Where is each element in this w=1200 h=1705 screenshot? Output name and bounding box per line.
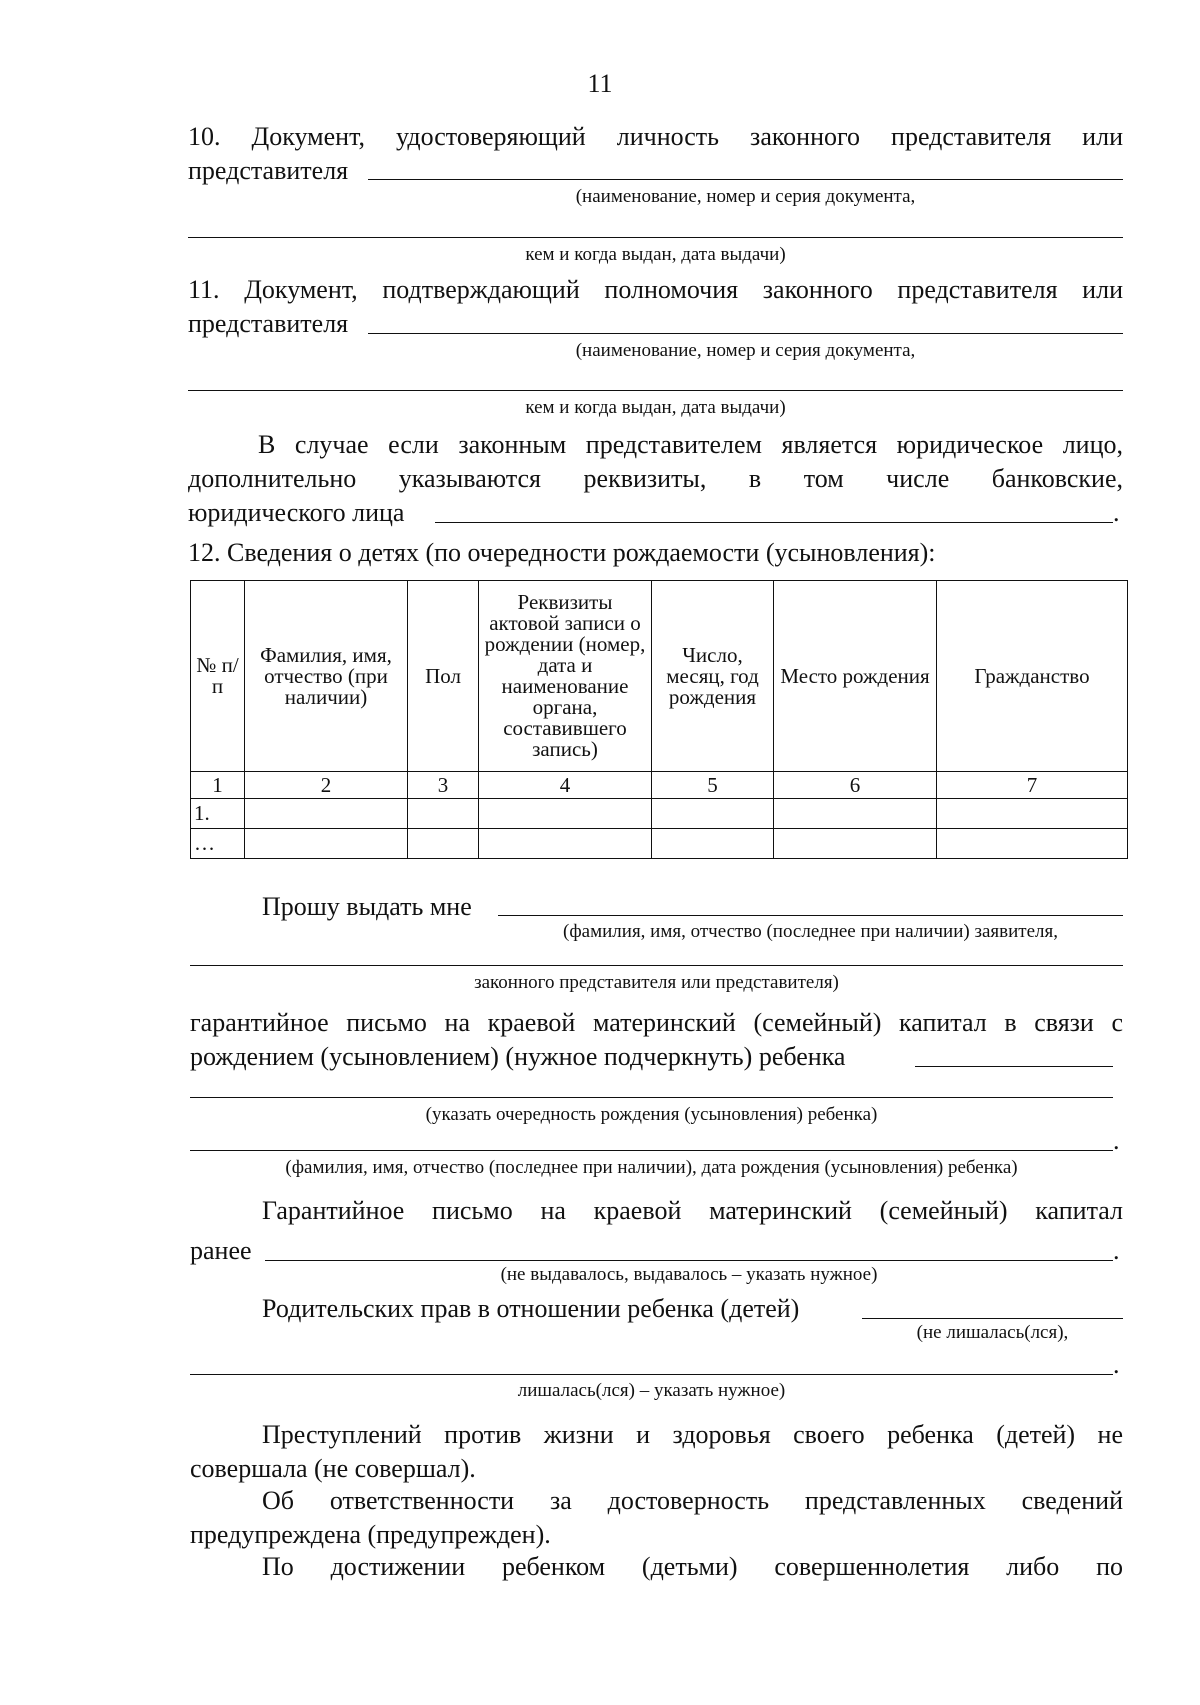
section11-line1: 11. Документ, подтверждающий полномочия законного представителя или (188, 275, 1123, 304)
column-number: 7 (937, 772, 1128, 799)
applicant-name-field-2[interactable] (190, 965, 1123, 966)
col-header-citizenship: Гражданство (937, 581, 1128, 772)
guarantee-dot: . (1113, 1236, 1120, 1265)
table-cell[interactable] (652, 799, 774, 829)
table-cell[interactable] (774, 799, 937, 829)
page-number: 11 (587, 69, 613, 98)
guarantee-caption: (не выдавалось, выдавалось – указать нужное) (500, 1264, 878, 1285)
table-cell[interactable] (937, 829, 1128, 859)
table-cell[interactable] (245, 829, 408, 859)
guarantee-field[interactable] (265, 1260, 1113, 1261)
children-table (190, 580, 1128, 859)
table-cell: 1. (191, 799, 245, 829)
table-row (191, 799, 1128, 829)
child-order-field-2[interactable] (190, 1097, 1113, 1098)
section12-title: 12. Сведения о детях (по очередности рождаемости (усыновления): (188, 538, 936, 567)
column-number: 6 (774, 772, 937, 799)
legal-entity-label: юридического лица (188, 498, 405, 527)
legal-entity-line1: В случае если законным представителем является юридическое лицо, (258, 430, 1123, 459)
section11-caption2: кем и когда выдан, дата выдачи) (525, 397, 786, 418)
request-line1: гарантийное письмо на краевой материнский (семейный) капитал в связи с (190, 1008, 1123, 1037)
legal-entity-dot: . (1113, 498, 1120, 527)
request-caption2: законного представителя или представителя) (474, 972, 839, 993)
section10-caption1: (наименование, номер и серия документа, (575, 186, 916, 207)
parental-rights-line1: Родительских прав в отношении ребенка (детей) (262, 1294, 800, 1323)
col-header-birth-place: Место рождения (774, 581, 937, 772)
request-caption4: (фамилия, имя, отчество (последнее при наличии), дата рождения (усыновления) ребенка) (285, 1157, 1018, 1178)
column-number: 2 (245, 772, 408, 799)
section11-caption1: (наименование, номер и серия документа, (575, 340, 916, 361)
column-number: 3 (408, 772, 479, 799)
parental-rights-field-2[interactable] (190, 1374, 1113, 1375)
parental-rights-caption2: лишалась(лся) – указать нужное) (517, 1380, 786, 1401)
legal-entity-line2: дополнительно указываются реквизиты, в том числе банковские, (188, 464, 1123, 493)
table-cell: … (191, 829, 245, 859)
section10-issued-field[interactable] (188, 237, 1123, 238)
crimes-line1: Преступлений против жизни и здоровья своего ребенка (детей) не (262, 1420, 1123, 1449)
guarantee-line1: Гарантийное письмо на краевой материнский (семейный) капитал (262, 1196, 1123, 1225)
child-order-field[interactable] (915, 1066, 1113, 1067)
responsibility-line1: Об ответственности за достоверность представленных сведений (262, 1486, 1123, 1515)
table-cell[interactable] (408, 829, 479, 859)
parental-rights-caption1: (не лишалась(лся), (916, 1322, 1069, 1343)
col-header-name: Фамилия, имя, отчество (при наличии) (245, 581, 408, 772)
table-cell[interactable] (408, 799, 479, 829)
request-line2: рождением (усыновлением) (нужное подчеркнуть) ребенка (190, 1042, 846, 1071)
table-cell[interactable] (479, 799, 652, 829)
section10-label: представителя (188, 156, 349, 185)
col-header-number: № п/п (191, 581, 245, 772)
applicant-name-field[interactable] (498, 915, 1123, 916)
section11-label: представителя (188, 309, 349, 338)
column-number-row (191, 772, 1128, 799)
table-cell[interactable] (774, 829, 937, 859)
section10-caption2: кем и когда выдан, дата выдачи) (525, 244, 786, 265)
section11-issued-field[interactable] (188, 390, 1123, 391)
request-caption3: (указать очередность рождения (усыновления) ребенка) (425, 1104, 878, 1125)
table-cell[interactable] (652, 829, 774, 859)
section11-document-field[interactable] (368, 333, 1123, 334)
parental-rights-field[interactable] (862, 1318, 1123, 1319)
request-caption1: (фамилия, имя, отчество (последнее при наличии) заявителя, (563, 921, 1058, 942)
section10-line1: 10. Документ, удостоверяющий личность законного представителя или (188, 122, 1123, 151)
parental-rights-dot: . (1113, 1350, 1120, 1379)
col-header-birth-date: Число, месяц, год рождения (652, 581, 774, 772)
request-dot: . (1113, 1126, 1120, 1155)
table-row (191, 829, 1128, 859)
guarantee-label: ранее (190, 1236, 252, 1265)
column-number: 5 (652, 772, 774, 799)
request-label: Прошу выдать мне (262, 892, 472, 921)
responsibility-line2: предупреждена (предупрежден). (190, 1520, 551, 1549)
col-header-birth-record: Реквизиты актовой записи о рождении (номер, дата и наименование органа, составившего запись) (479, 581, 652, 772)
adulthood-line1: По достижении ребенком (детьми) совершеннолетия либо по (262, 1552, 1123, 1581)
crimes-line2: совершала (не совершал). (190, 1454, 476, 1483)
table-cell[interactable] (479, 829, 652, 859)
column-number: 4 (479, 772, 652, 799)
table-cell[interactable] (245, 799, 408, 829)
child-name-field[interactable] (190, 1150, 1113, 1151)
legal-entity-field[interactable] (435, 522, 1113, 523)
col-header-sex: Пол (408, 581, 479, 772)
table-cell[interactable] (937, 799, 1128, 829)
section10-document-field[interactable] (368, 179, 1123, 180)
column-number: 1 (191, 772, 245, 799)
